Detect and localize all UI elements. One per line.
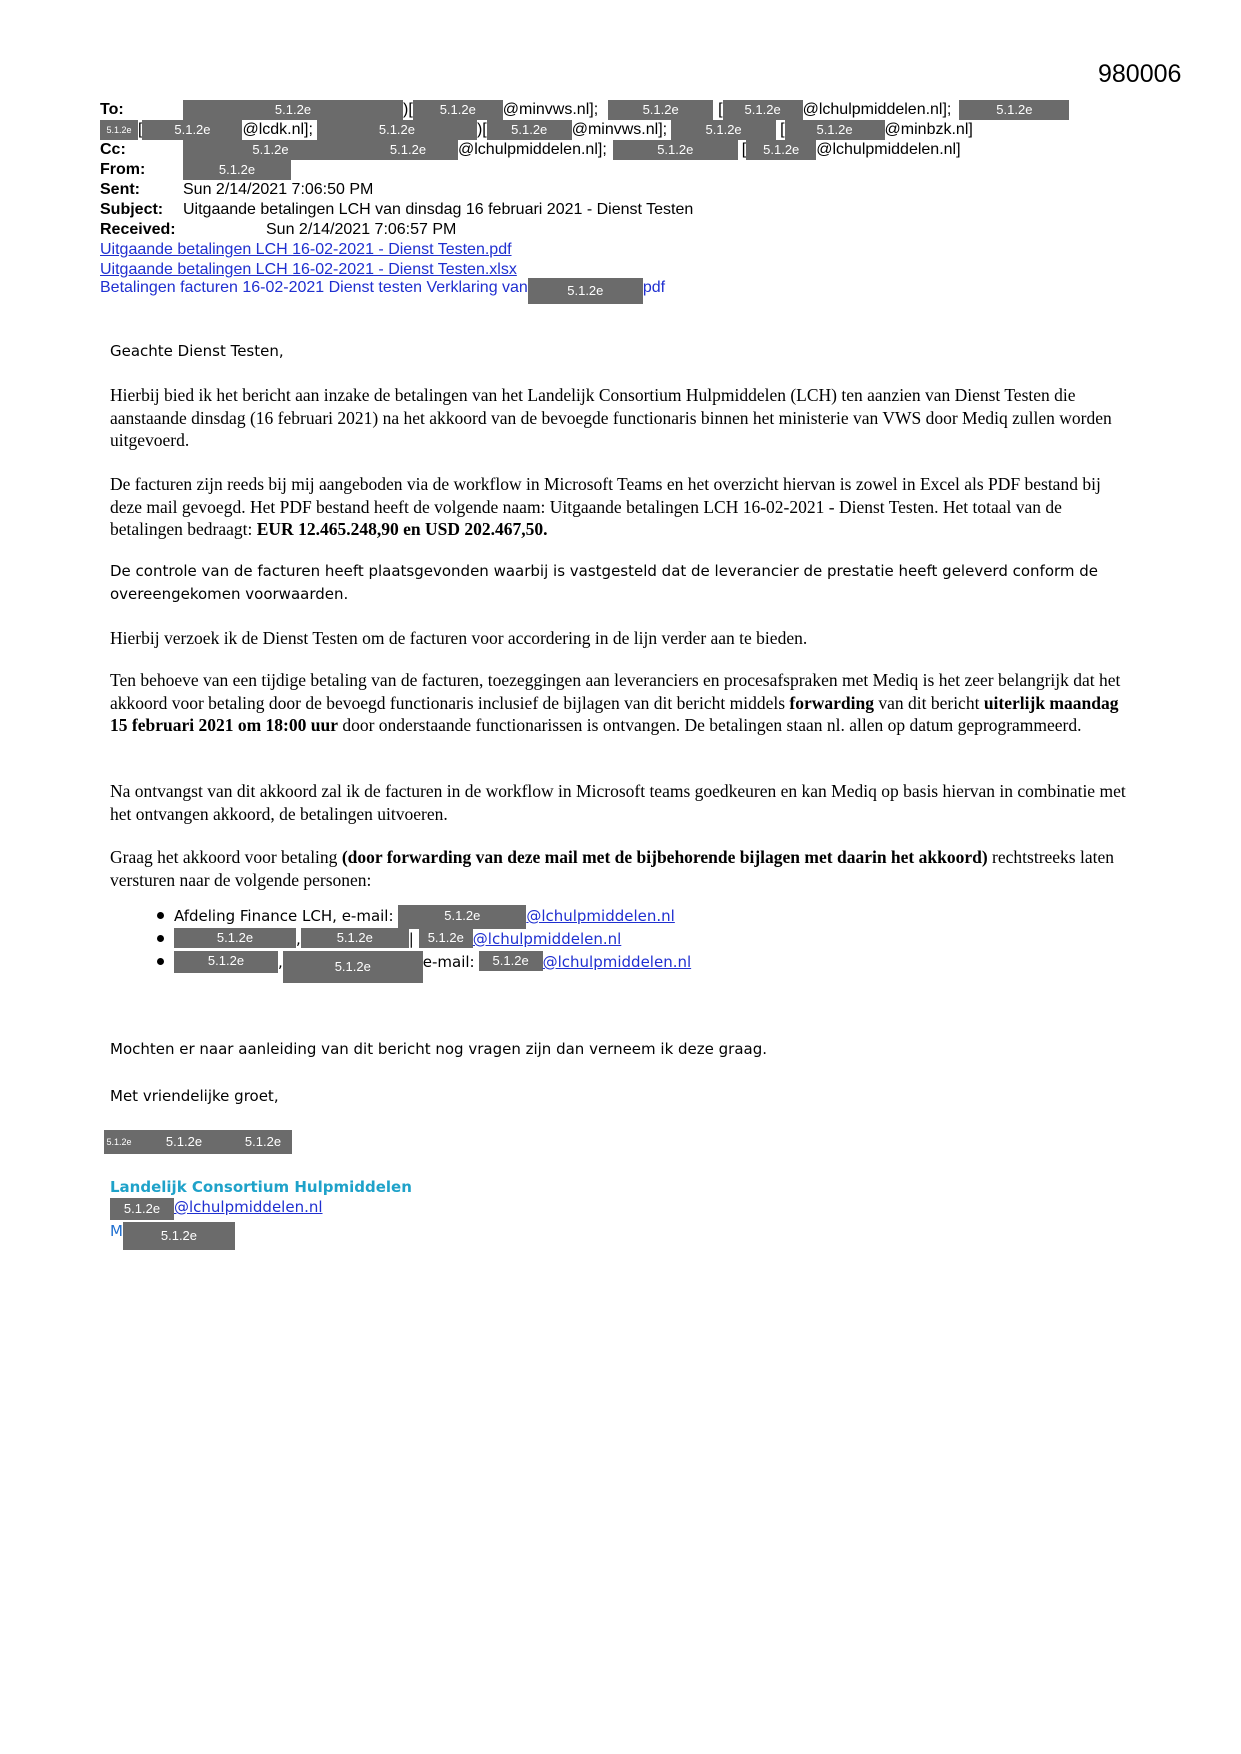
paragraph-3: De controle van de facturen heeft plaatsgevonden waarbij is vastgesteld dat de leverancier de prestatie heeft geleverd conform de overeengekomen voorwaarden. xyxy=(110,562,1099,603)
redaction-block: 5.1.2e xyxy=(100,120,138,140)
greeting: Geachte Dienst Testen, xyxy=(110,342,284,360)
redaction-block: 5.1.2e xyxy=(183,140,358,160)
paragraph-7: Graag het akkoord voor betaling (door forwarding van deze mail met de bijbehorende bijlagen met daarin het akkoord) rechtstreeks laten versturen naar de volgende personen: xyxy=(110,847,1114,890)
subject-label: Subject: xyxy=(100,201,164,218)
redaction-block: 5.1.2e xyxy=(479,951,543,971)
from-label: From: xyxy=(100,161,146,178)
sent-value: Sun 2/14/2021 7:06:50 PM xyxy=(183,181,374,198)
attachment-link-pdf[interactable]: Uitgaande betalingen LCH 16-02-2021 - Dienst Testen.pdf xyxy=(100,241,512,258)
signature-email-link[interactable]: @lchulpmiddelen.nl xyxy=(174,1198,323,1216)
paragraph-4: Hierbij verzoek ik de Dienst Testen om de facturen voor accordering in de lijn verder aan te bieden. xyxy=(110,628,808,648)
redaction-block: 5.1.2e xyxy=(746,140,816,160)
redaction-block: 5.1.2e xyxy=(183,100,403,120)
paragraph-5: Ten behoeve van een tijdige betaling van de facturen, toezeggingen aan leveranciers en procesafspraken met Mediq is het zeer belangrijk dat het akkoord voor betaling door de bevoegd functionaris inclusief de bijlagen van dit bericht middels forwarding van dit bericht uiterlijk maandag 15 februari 2021 om 18:00 uur door onderstaande functionarissen is ontvangen. De betalingen staan nl. allen op datum geprogrammeerd. xyxy=(110,670,1121,735)
signature-email xyxy=(110,1198,323,1220)
attachment-link-verklaring[interactable] xyxy=(100,278,665,304)
redaction-block: 5.1.2e xyxy=(317,120,477,140)
redaction-block: 5.1.2e xyxy=(785,120,885,140)
to-domain: @lchulpmiddelen.nl]; xyxy=(802,101,952,118)
recipient-bullet-1 xyxy=(160,905,675,929)
to-domain: @lcdk.nl]; xyxy=(242,121,313,138)
to-label: To: xyxy=(100,101,124,118)
redaction-block: 5.1.2e xyxy=(398,905,526,929)
recipient-email-link[interactable]: @lchulpmiddelen.nl xyxy=(526,907,675,925)
cc-label: Cc: xyxy=(100,141,126,158)
redaction-block: 5.1.2e xyxy=(528,278,643,304)
bullet-dot xyxy=(157,958,164,965)
redaction-block: 5.1.2e xyxy=(723,100,803,120)
redaction-block: 5.1.2e xyxy=(110,1198,174,1220)
redaction-block: 5.1.2e xyxy=(142,120,242,140)
to-domain: @minvws.nl]; xyxy=(502,101,599,118)
redaction-block: 5.1.2e xyxy=(413,100,503,120)
attachment-link-xlsx[interactable]: Uitgaande betalingen LCH 16-02-2021 - Dienst Testen.xlsx xyxy=(100,261,517,278)
attachment-name: Betalingen facturen 16-02-2021 Dienst testen Verklaring van xyxy=(100,279,528,296)
received-value: Sun 2/14/2021 7:06:57 PM xyxy=(266,221,457,238)
sent-label: Sent: xyxy=(100,181,140,198)
redaction-block: 5.1.2e xyxy=(671,120,776,140)
recipient-email-link[interactable]: @lchulpmiddelen.nl xyxy=(542,953,692,971)
document-number: 980006 xyxy=(1098,60,1182,88)
redaction-block: 5.1.2e xyxy=(174,928,296,948)
redaction-block: 5.1.2e xyxy=(608,100,713,120)
received-label: Received: xyxy=(100,221,176,238)
redaction-block: 5.1.2e xyxy=(123,1222,235,1250)
signature-mobile xyxy=(110,1222,235,1250)
redaction-block: 5.1.2e xyxy=(358,140,458,160)
redaction-block: 5.1.2e xyxy=(283,951,423,983)
to-domain: @minvws.nl]; xyxy=(571,121,668,138)
bullet-dot xyxy=(157,935,164,942)
to-domain: @minbzk.nl] xyxy=(884,121,973,138)
subject-value: Uitgaande betalingen LCH van dinsdag 16 februari 2021 - Dienst Testen xyxy=(183,201,694,218)
recipient-bullet-3: 5.1.2e , 5.1.2e e-mail: 5.1.2e @lchulpmiddelen.nl xyxy=(160,951,691,983)
document-page: 980006 To: 5.1.2e )[ 5.1.2e @minvws.nl]; 5.1.2e [ 5.1.2e @lchulpmiddelen.nl]; 5.1.2e 5.1.2e [ 5.1.2e @lcdk.nl]; 5.1.2e )[ 5.1.2e @minvws.nl]; 5.1.2e [ 5.1.2e @minbzk.nl] Cc: 5.1.2e 5.1.2e @lchulpmiddelen.nl]; 5.1.2e [ 5.1.2e @lchulpmiddelen.nl] From: 5.1.2e Sent: Sun 2/14/2021 7:06:50 PM Subject: Uitgaande betalingen LCH van dinsdag 16 februari 2021 - Dienst Testen Received: Sun 2/14/2021 7:06:57 PM Uitgaande betalingen LCH 16-02-2021 - Dienst Testen.pdf Uitgaande betalingen LCH 16-02-2021 - Dienst Testen.xlsx Betalingen facturen 16-02-2021 Dienst testen Verklaring van 5.1.2e pdf Geachte Dienst Testen, Hierbij bied ik het bericht aan inzake de betalingen van het Landelijk Consortium Hulpmiddelen (LCH) ten aanzien van Dienst Testen die aanstaande dinsdag (16 februari 2021) na het akkoord van de bevoegde functionaris binnen het ministerie van VWS door Mediq zullen worden uitgevoerd. De facturen zijn reeds bij mij aangeboden via de workflow in Microsoft Teams en het overzicht hiervan is zowel in Excel als PDF bestand bij deze mail gevoegd. Het PDF bestand heeft de volgende naam: Uitgaande betalingen LCH 16-02-2021 - Dienst Testen. Het totaal van de betalingen bedraagt: EUR 12.465.248,90 en USD 202.467,50. De controle van de facturen heeft plaatsgevonden waarbij is vastgesteld dat de leverancier de prestatie heeft geleverd conform de overeengekomen voorwaarden. Hierbij verzoek ik de Dienst Testen om de facturen voor accordering in de lijn verder aan te bieden. Ten behoeve van een tijdige betaling van de facturen, toezeggingen aan leveranciers en procesafspraken met Mediq is het zeer belangrijk dat het akkoord voor betaling door de bevoegd functionaris inclusief de bijlagen van dit bericht middels forwarding van dit bericht uiterlijk maandag 15 februari 2021 om 18:00 uur door onderstaande functionarissen is ontvangen. De betalingen staan nl. allen op datum geprogrammeerd. Na ontvangst van dit akkoord zal ik de facturen in de workflow in Microsoft teams goedkeuren en kan Mediq op basis hiervan in combinatie met het ontvangen akkoord, de betalingen uitvoeren. Graag het akkoord voor betaling (door forwarding van deze mail met de bijbehorende bijlagen met daarin het akkoord) rechtstreeks laten versturen naar de volgende personen: Afdeling Finance LCH, e-mail: 5.1.2e @lchulpmiddelen.nl 5.1.2e , 5.1.2e | 5.1.2e @lchulpmiddelen.nl 5.1.2e , 5.1.2e e-mail: 5.1.2e @lchulpmiddelen.nl Mochten er naar aanleiding van dit bericht nog vragen zijn dan verneem ik deze graag. Met vriendelijke groet, 5.1.2e 5.1.2e 5.1.2e Landelijk Consortium Hulpmiddelen 5.1.2e @lchulpmiddelen.nl M 5.1.2e xyxy=(0,0,1241,1754)
redaction-block: 5.1.2e xyxy=(301,928,409,948)
paragraph-6: Na ontvangst van dit akkoord zal ik de facturen in de workflow in Microsoft teams goedkeuren en kan Mediq op basis hiervan in combinatie met het ontvangen akkoord, de betalingen uitvoeren. xyxy=(110,781,1126,824)
recipient-bullet-2: 5.1.2e , 5.1.2e | 5.1.2e @lchulpmiddelen.nl xyxy=(160,928,621,950)
mobile-prefix: M xyxy=(110,1222,123,1240)
redaction-block: 5.1.2e xyxy=(613,140,738,160)
redaction-block: 5.1.2e xyxy=(174,951,278,973)
cc-domain: @lchulpmiddelen.nl]; xyxy=(458,141,607,158)
recipient-email-link[interactable]: @lchulpmiddelen.nl xyxy=(472,930,622,948)
attachment-ext: pdf xyxy=(642,279,666,296)
closing-question: Mochten er naar aanleiding van dit bericht nog vragen zijn dan verneem ik deze graag. xyxy=(110,1040,768,1058)
redaction-block: 5.1.2e xyxy=(134,1130,234,1154)
recipient-label: e-mail: xyxy=(422,953,475,971)
redaction-block: 5.1.2e xyxy=(104,1130,134,1154)
redaction-block: 5.1.2e xyxy=(487,120,572,140)
redaction-block: 5.1.2e xyxy=(183,160,291,180)
closing-greeting: Met vriendelijke groet, xyxy=(110,1087,279,1105)
paragraph-2: De facturen zijn reeds bij mij aangeboden via de workflow in Microsoft Teams en het overzicht hiervan is zowel in Excel als PDF bestand bij deze mail gevoegd. Het PDF bestand heeft de volgende naam: Uitgaande betalingen LCH 16-02-2021 - Dienst Testen. Het totaal van de betalingen bedraagt: EUR 12.465.248,90 en USD 202.467,50. xyxy=(110,474,1101,539)
signature-organization: Landelijk Consortium Hulpmiddelen xyxy=(110,1178,412,1196)
bullet-dot xyxy=(157,912,164,919)
recipient-label: Afdeling Finance LCH, e-mail: xyxy=(174,907,394,925)
paragraph-1: Hierbij bied ik het bericht aan inzake de betalingen van het Landelijk Consortium Hulpmiddelen (LCH) ten aanzien van Dienst Testen die aanstaande dinsdag (16 februari 2021) na het akkoord van de bevoegde functionaris binnen het ministerie van VWS door Mediq zullen worden uitgevoerd. xyxy=(110,385,1112,450)
redaction-block: 5.1.2e xyxy=(234,1130,292,1154)
signature-name xyxy=(104,1130,292,1154)
cc-domain: @lchulpmiddelen.nl] xyxy=(816,141,961,158)
redaction-block: 5.1.2e xyxy=(959,100,1069,120)
redaction-block: 5.1.2e xyxy=(419,928,473,948)
